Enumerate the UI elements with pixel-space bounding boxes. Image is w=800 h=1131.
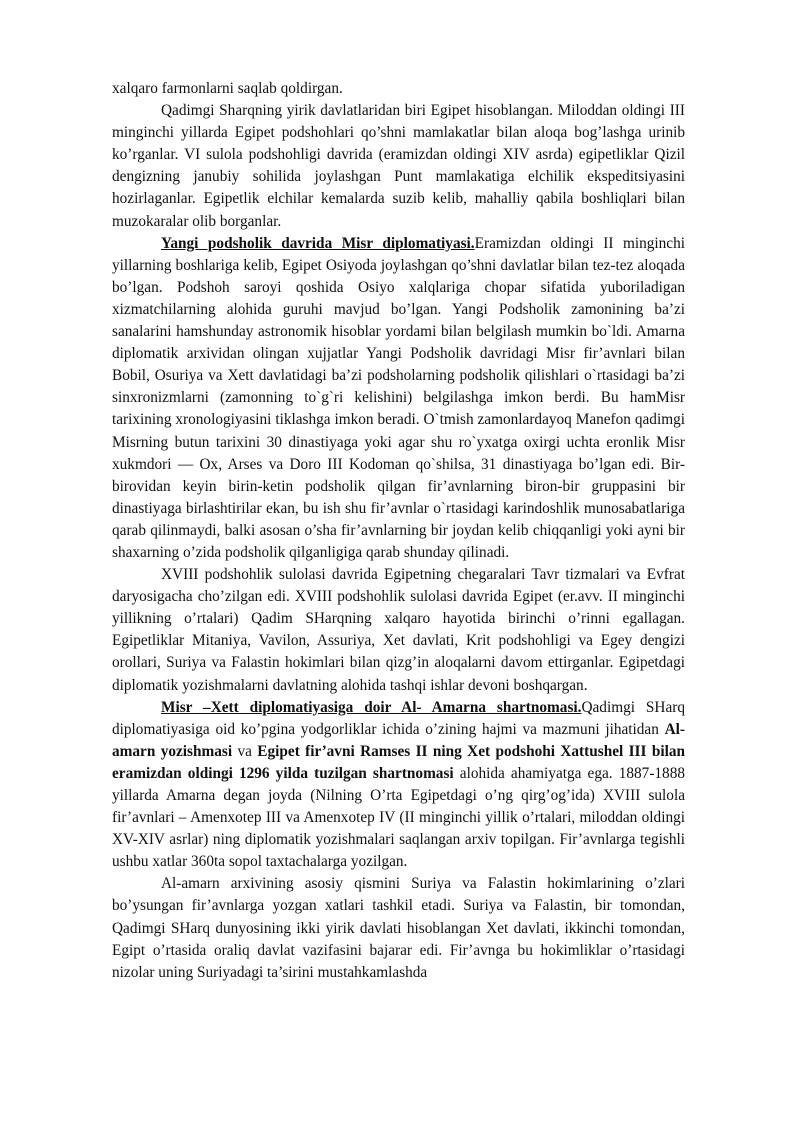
- document-page: [112, 78, 685, 984]
- paragraph-amarna: [112, 697, 685, 874]
- paragraph-amarna-text-a: Qadimgi SHarq diplomatiyasiga oid ko’pgina yodgorliklar ichida o’zining hajmi va mazmuni jihatidan: [112, 698, 685, 738]
- paragraph-new-kingdom-text: Eramizdan oldingi II minginchi yillarning boshlariga kelib, Egipet Osiyoda joylashgan qo’shni davlatlar bilan tez-tez aloqada bo’lgan. Podshoh saroyi qoshida Osiyo xalqlariga chopar sifatida yuboriladigan xizmatchilarning alohida guruhi mavjud bo’lgan. Yangi Podsholik zamonining ba’zi sanalarini hamshunday astronomik hisoblar yordami bilan belgilash mumkin bo`ldi. Amarna diplomatik arxividan olingan xujjatlar Yangi Podsholik davridagi Misr fir’avnlari bilan Bobil, Osuriya va Xett davlatidagi ba’zi podsholarning podsholik qilishlari o`rtasidagi ba’zi sinxronizmlarni (zamonning to`g`ri kelishini) belgilashga imkon berdi. Bu hamMisr tarixining xronologiyasini tiklashga imkon beradi. O`tmish zamonlardayoq Manefon qadimgi Misrning butun tarixini 30 dinastiyaga yoki agar shu ro`yxatga oxirgi uchta eronlik Misr xukmdori — Ox, Arses va Doro III Kodoman qo`shilsa, 31 dinastiyaga bo’lgan edi. Bir- birovidan keyin birin-ketin podsholik qilgan fir’avnlarning biron-bir gruppasini bir dinastiyaga birlashtirilar ekan, bu ish shu fir’avnlar o`rtasidagi karindoshlik munosabatlariga qarab qilinmaydi, balki asosan o’sha fir’avnlarning bir joydan kelib chiqqanligi yoki ayni bir shaxarning o’zida podsholik qilganligiga qarab shunday qilinadi.: [112, 234, 685, 561]
- paragraph-amarna-text-d: alohida ahamiyatga ega. 1887-1888 yillarda Amarna degan joyda (Nilning O’rta Egipetdagi o’ng qirg’og’ida) XVIII sulola fir’avnlari – Amenxotep III va Amenxotep IV (II minginchi yillik o’rtalari, miloddan oldingi XV-XIV asrlar) ning diplomatik yozishmalari saqlangan arxiv topilgan. Fir’avnlarga tegishli ushbu xatlar 360ta sopol taxtachalarga yozilgan.: [112, 764, 686, 871]
- paragraph-continuation: xalqaro farmonlarni saqlab qoldirgan.: [112, 80, 343, 97]
- bold-ramses-treaty: Egipet fir’avni Ramses II ning Xet podshohi Xattushel III bilan eramizdan oldingi 1296 yilda tuzilgan shartnomasi: [112, 742, 685, 782]
- paragraph-amarna-text-c: va: [232, 742, 258, 760]
- section-heading-new-kingdom: Yangi podsholik davrida Misr diplomatiyasi.: [161, 234, 475, 252]
- paragraph-xviii-dynasty: XVIII podshohlik sulolasi davrida Egipetning chegaralari Tavr tizmalari va Evfrat daryosigacha cho’zilgan edi. XVIII podshohlik sulolasi davrida Egipet (er.avv. II minginchi yillikning o’rtalari) Qadim SHarqning xalqaro hayotida birinchi o’rinni egallagan. Egipetliklar Mitaniya, Vavilon, Assuriya, Xet davlati, Krit podshohligi va Egey dengizi orollari, Suriya va Falastin hokimlari bilan qizg’in aloqalarni davom ettirganlar. Egipetdagi diplomatik yozishmalarni davlatning alohida tashqi ishlar devoni boshqargan.: [112, 566, 685, 694]
- paragraph-new-kingdom: [112, 233, 685, 564]
- bold-amarna-correspondence: Al-amarn yozishmasi: [112, 720, 685, 760]
- paragraph-amarna-archive: Al-amarn arxivining asosiy qismini Suriya va Falastin hokimlarining o’zlari bo’ysungan fir’avnlarga yozgan xatlari tashkil etadi. Suriya va Falastin, bir tomondan, Qadimgi SHarq dunyosining ikki yirik davlati hisoblangan Xet davlati, ikkinchi tomondan, Egipt o’rtasida oraliq davlat vazifasini bajarar edi. Fir’avnga bu hokimliklar o’rtasidagi nizolar uning Suriyadagi ta’sirini mustahkamlashda: [112, 875, 685, 981]
- paragraph-egypt-intro: Qadimgi Sharqning yirik davlatlaridan biri Egipet hisoblangan. Miloddan oldingi III minginchi yillarda Egipet podshohlari qo’shni mamlakatlar bilan aloqa bog’lashga urinib ko’rganlar. VI sulola podshohligi davrida (eramizdan oldingi XIV asrda) egipetliklar Qizil dengizning janubiy sohilida joylashgan Punt mamlakatiga elchilik ekspeditsiyasini hozirlaganlar. Egipetlik elchilar kemalarda suzib kelib, mahalliy qabila boshliqlari bilan muzokaralar olib borganlar.: [112, 102, 685, 230]
- section-heading-amarna: Misr –Xett diplomatiyasiga doir Al- Amarna shartnomasi.: [161, 698, 582, 716]
